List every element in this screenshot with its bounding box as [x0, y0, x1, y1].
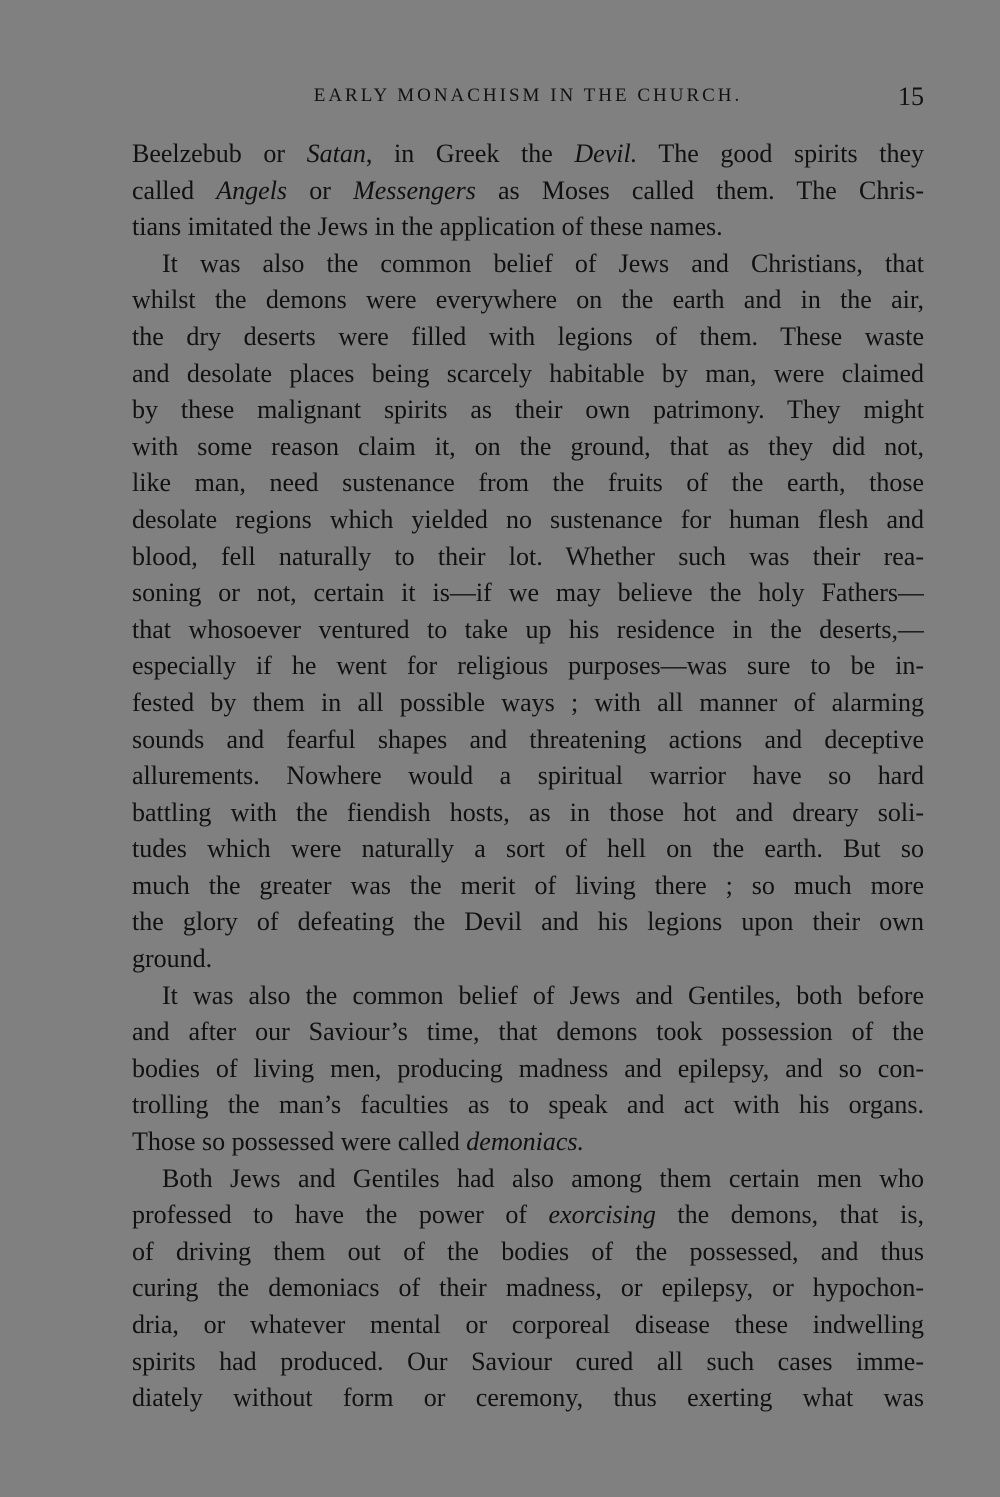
body-text [132, 136, 924, 1417]
text-run: the demons, that is, [655, 1200, 924, 1230]
text-line [132, 904, 924, 941]
text-run: especially if he went for religious purposes—was sure to be in- [132, 651, 924, 681]
text-line [132, 1087, 924, 1124]
text-run: dria, or whatever mental or corporeal disease these indwelling [132, 1310, 924, 1339]
text-run: sounds and fearful shapes and threatening actions and deceptive [132, 724, 924, 754]
text-run: and after our Saviour’s time, that demons took possession of the [132, 1017, 924, 1047]
paragraph [132, 136, 924, 246]
text-run: , in Greek the [365, 139, 575, 168]
text-run: by these malignant spirits as their own patrimony. They might [132, 395, 924, 425]
text-run: called [132, 175, 217, 205]
text-line [132, 1270, 924, 1307]
text-run: The good spirits they [637, 139, 924, 168]
text-line [132, 1234, 924, 1271]
text-run: tians imitated the Jews in the application of these names. [132, 212, 723, 242]
italic-run: demoniacs. [466, 1127, 584, 1157]
text-run: soning or not, certain it is—if we may believe the holy Fathers— [132, 578, 924, 608]
text-line [132, 831, 924, 868]
text-run: diately without form or ceremony, thus exerting what was [132, 1383, 924, 1413]
text-line [132, 392, 924, 429]
italic-run: Devil. [574, 139, 638, 168]
page-number: 15 [898, 82, 924, 111]
text-line [132, 1161, 924, 1198]
text-run: bodies of living men, producing madness and epilepsy, and so con- [132, 1053, 924, 1083]
running-title: EARLY MONACHISM IN THE CHURCH. [313, 85, 743, 106]
text-line [132, 502, 924, 539]
text-line [132, 1051, 924, 1088]
text-run: professed to have the power of [132, 1200, 549, 1230]
text-run: of driving them out of the bodies of the possessed, and thus [132, 1236, 924, 1266]
text-run: trolling the man’s faculties as to speak and act with his organs. [132, 1090, 924, 1120]
text-run: Beelzebub or [132, 139, 307, 168]
text-run: allurements. Nowhere would a spiritual warrior have so hard [132, 761, 924, 791]
text-run: tudes which were naturally a sort of hell on the earth. But so [132, 834, 924, 864]
text-line [132, 173, 924, 210]
italic-run: exorcising [548, 1200, 656, 1230]
text-run: curing the demoniacs of their madness, or epilepsy, or hypochon- [132, 1273, 924, 1303]
text-run: battling with the fiendish hosts, as in those hot and dreary soli- [132, 797, 924, 827]
text-line [132, 282, 924, 319]
text-line [132, 539, 924, 576]
text-line [132, 1124, 924, 1161]
text-line [132, 722, 924, 759]
italic-run: Messengers [353, 175, 476, 205]
text-line [132, 1344, 924, 1381]
text-line [132, 319, 924, 356]
text-line [132, 136, 924, 173]
italic-run: Satan [306, 139, 366, 168]
text-line [132, 1307, 924, 1344]
text-run: ground. [132, 944, 213, 974]
text-run: like man, need sustenance from the fruits of the earth, those [132, 468, 924, 498]
paragraph [132, 1161, 924, 1417]
text-line [132, 429, 924, 466]
text-run: desolate regions which yielded no sustenance for human flesh and [132, 504, 924, 534]
text-line [132, 209, 924, 246]
text-line [132, 941, 924, 978]
text-line [132, 246, 924, 283]
italic-run: Angels [216, 175, 288, 205]
text-run: It was also the common belief of Jews and Gentiles, both before [162, 980, 924, 1010]
text-run: or [287, 175, 354, 205]
text-run: much the greater was the merit of living there ; so much more [132, 870, 924, 900]
text-run: the dry deserts were filled with legions of them. These waste [132, 321, 924, 351]
text-line [132, 685, 924, 722]
text-line [132, 1380, 924, 1417]
text-run: spirits had produced. Our Saviour cured all such cases imme- [132, 1346, 924, 1376]
text-line [132, 795, 924, 832]
text-line [132, 648, 924, 685]
text-line [132, 1014, 924, 1051]
text-line [132, 465, 924, 502]
text-run: Those so possessed were called [132, 1127, 467, 1157]
text-run: with some reason claim it, on the ground, that as they did not, [132, 431, 924, 461]
paragraph [132, 246, 924, 978]
text-line [132, 978, 924, 1015]
text-line [132, 1197, 924, 1234]
text-run: that whosoever ventured to take up his residence in the deserts,— [132, 614, 924, 644]
text-line [132, 612, 924, 649]
text-line [132, 575, 924, 612]
text-line [132, 758, 924, 795]
text-run: blood, fell naturally to their lot. Whether such was their rea- [132, 541, 924, 571]
text-run: It was also the common belief of Jews and Christians, that [162, 248, 924, 278]
text-run: whilst the demons were everywhere on the earth and in the air, [132, 285, 924, 315]
text-line [132, 356, 924, 393]
running-head [132, 82, 924, 112]
text-run: Both Jews and Gentiles had also among them certain men who [162, 1163, 924, 1193]
paragraph [132, 978, 924, 1161]
text-run: fested by them in all possible ways ; with all manner of alarming [132, 687, 924, 717]
text-run: the glory of defeating the Devil and his legions upon their own [132, 907, 924, 937]
text-line [132, 868, 924, 905]
text-run: and desolate places being scarcely habitable by man, were claimed [132, 358, 924, 388]
text-run: as Moses called them. The Chris- [475, 175, 924, 205]
